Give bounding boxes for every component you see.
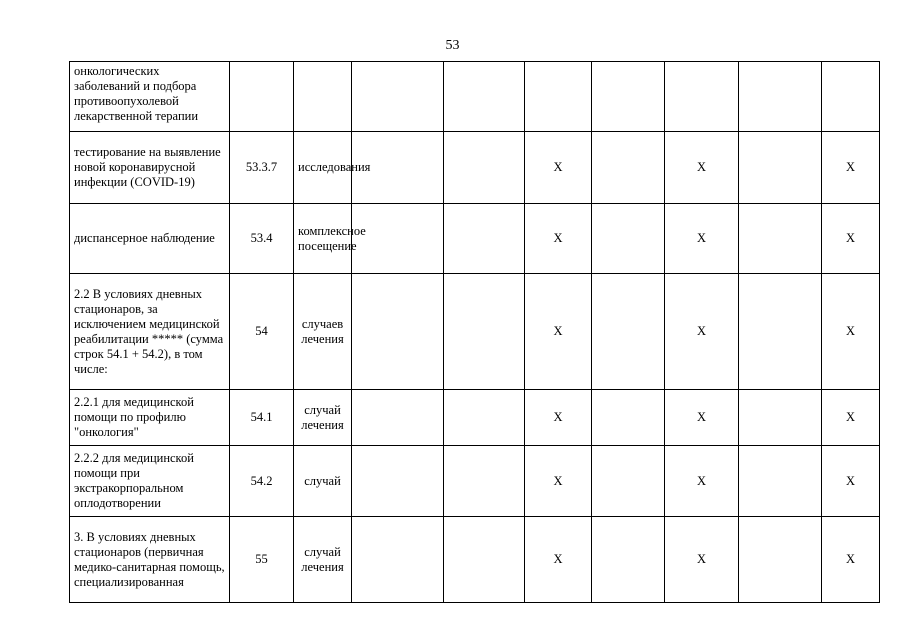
row-name-cell: тестирование на выявление новой коронавирусной инфекции (COVID-19) — [70, 132, 230, 204]
row-number-cell: 54.2 — [230, 446, 294, 517]
page-number: 53 — [445, 38, 460, 53]
empty-cell — [592, 132, 665, 204]
empty-cell — [739, 132, 822, 204]
x-mark-cell: X — [822, 446, 880, 517]
x-mark-cell: X — [525, 517, 592, 603]
unit-cell — [294, 62, 352, 132]
row-name-cell: онкологических заболеваний и подбора противоопухолевой лекарственной терапии — [70, 62, 230, 132]
row-name-cell: диспансерное наблюдение — [70, 204, 230, 274]
empty-cell — [739, 274, 822, 390]
x-mark-cell: X — [525, 132, 592, 204]
x-mark-cell: X — [525, 204, 592, 274]
x-mark-cell — [822, 62, 880, 132]
empty-cell — [352, 204, 444, 274]
empty-cell — [592, 204, 665, 274]
x-mark-cell — [525, 62, 592, 132]
x-mark-cell: X — [525, 274, 592, 390]
empty-cell — [592, 274, 665, 390]
table-row — [70, 390, 880, 446]
x-mark-cell: X — [525, 390, 592, 446]
table-row — [70, 132, 880, 204]
empty-cell — [352, 517, 444, 603]
table-row — [70, 517, 880, 603]
table-row — [70, 62, 880, 132]
empty-cell — [444, 390, 525, 446]
empty-cell — [739, 517, 822, 603]
unit-cell: случаев лечения — [294, 274, 352, 390]
data-table — [69, 61, 880, 603]
empty-cell — [739, 62, 822, 132]
empty-cell — [739, 390, 822, 446]
x-mark-cell — [665, 62, 739, 132]
empty-cell — [444, 446, 525, 517]
x-mark-cell: X — [665, 446, 739, 517]
x-mark-cell: X — [665, 390, 739, 446]
empty-cell — [444, 274, 525, 390]
unit-cell: исследования — [294, 132, 352, 204]
x-mark-cell: X — [665, 274, 739, 390]
empty-cell — [739, 446, 822, 517]
x-mark-cell: X — [822, 204, 880, 274]
empty-cell — [444, 132, 525, 204]
x-mark-cell: X — [822, 274, 880, 390]
row-number-cell: 55 — [230, 517, 294, 603]
unit-cell: случай лечения — [294, 517, 352, 603]
table-row — [70, 204, 880, 274]
unit-cell: случай — [294, 446, 352, 517]
x-mark-cell: X — [822, 390, 880, 446]
empty-cell — [592, 517, 665, 603]
empty-cell — [592, 62, 665, 132]
row-number-cell: 53.3.7 — [230, 132, 294, 204]
row-number-cell: 53.4 — [230, 204, 294, 274]
empty-cell — [352, 274, 444, 390]
table-row — [70, 446, 880, 517]
row-name-cell: 2.2 В условиях дневных стационаров, за исключением медицинской реабилитации ***** (сумма строк 54.1 + 54.2), в том числе: — [70, 274, 230, 390]
x-mark-cell: X — [822, 132, 880, 204]
empty-cell — [352, 390, 444, 446]
x-mark-cell: X — [665, 517, 739, 603]
row-number-cell — [230, 62, 294, 132]
empty-cell — [444, 62, 525, 132]
x-mark-cell: X — [525, 446, 592, 517]
row-number-cell: 54.1 — [230, 390, 294, 446]
row-name-cell: 2.2.2 для медицинской помощи при экстракорпоральном оплодотворении — [70, 446, 230, 517]
empty-cell — [592, 446, 665, 517]
x-mark-cell: X — [822, 517, 880, 603]
table-row — [70, 274, 880, 390]
empty-cell — [444, 204, 525, 274]
empty-cell — [352, 62, 444, 132]
empty-cell — [352, 446, 444, 517]
row-name-cell: 3. В условиях дневных стационаров (первичная медико-санитарная помощь, специализированная — [70, 517, 230, 603]
empty-cell — [592, 390, 665, 446]
x-mark-cell: X — [665, 204, 739, 274]
unit-cell: комплексное посещение — [294, 204, 352, 274]
unit-cell: случай лечения — [294, 390, 352, 446]
x-mark-cell: X — [665, 132, 739, 204]
empty-cell — [444, 517, 525, 603]
row-name-cell: 2.2.1 для медицинской помощи по профилю "онкология" — [70, 390, 230, 446]
empty-cell — [739, 204, 822, 274]
row-number-cell: 54 — [230, 274, 294, 390]
